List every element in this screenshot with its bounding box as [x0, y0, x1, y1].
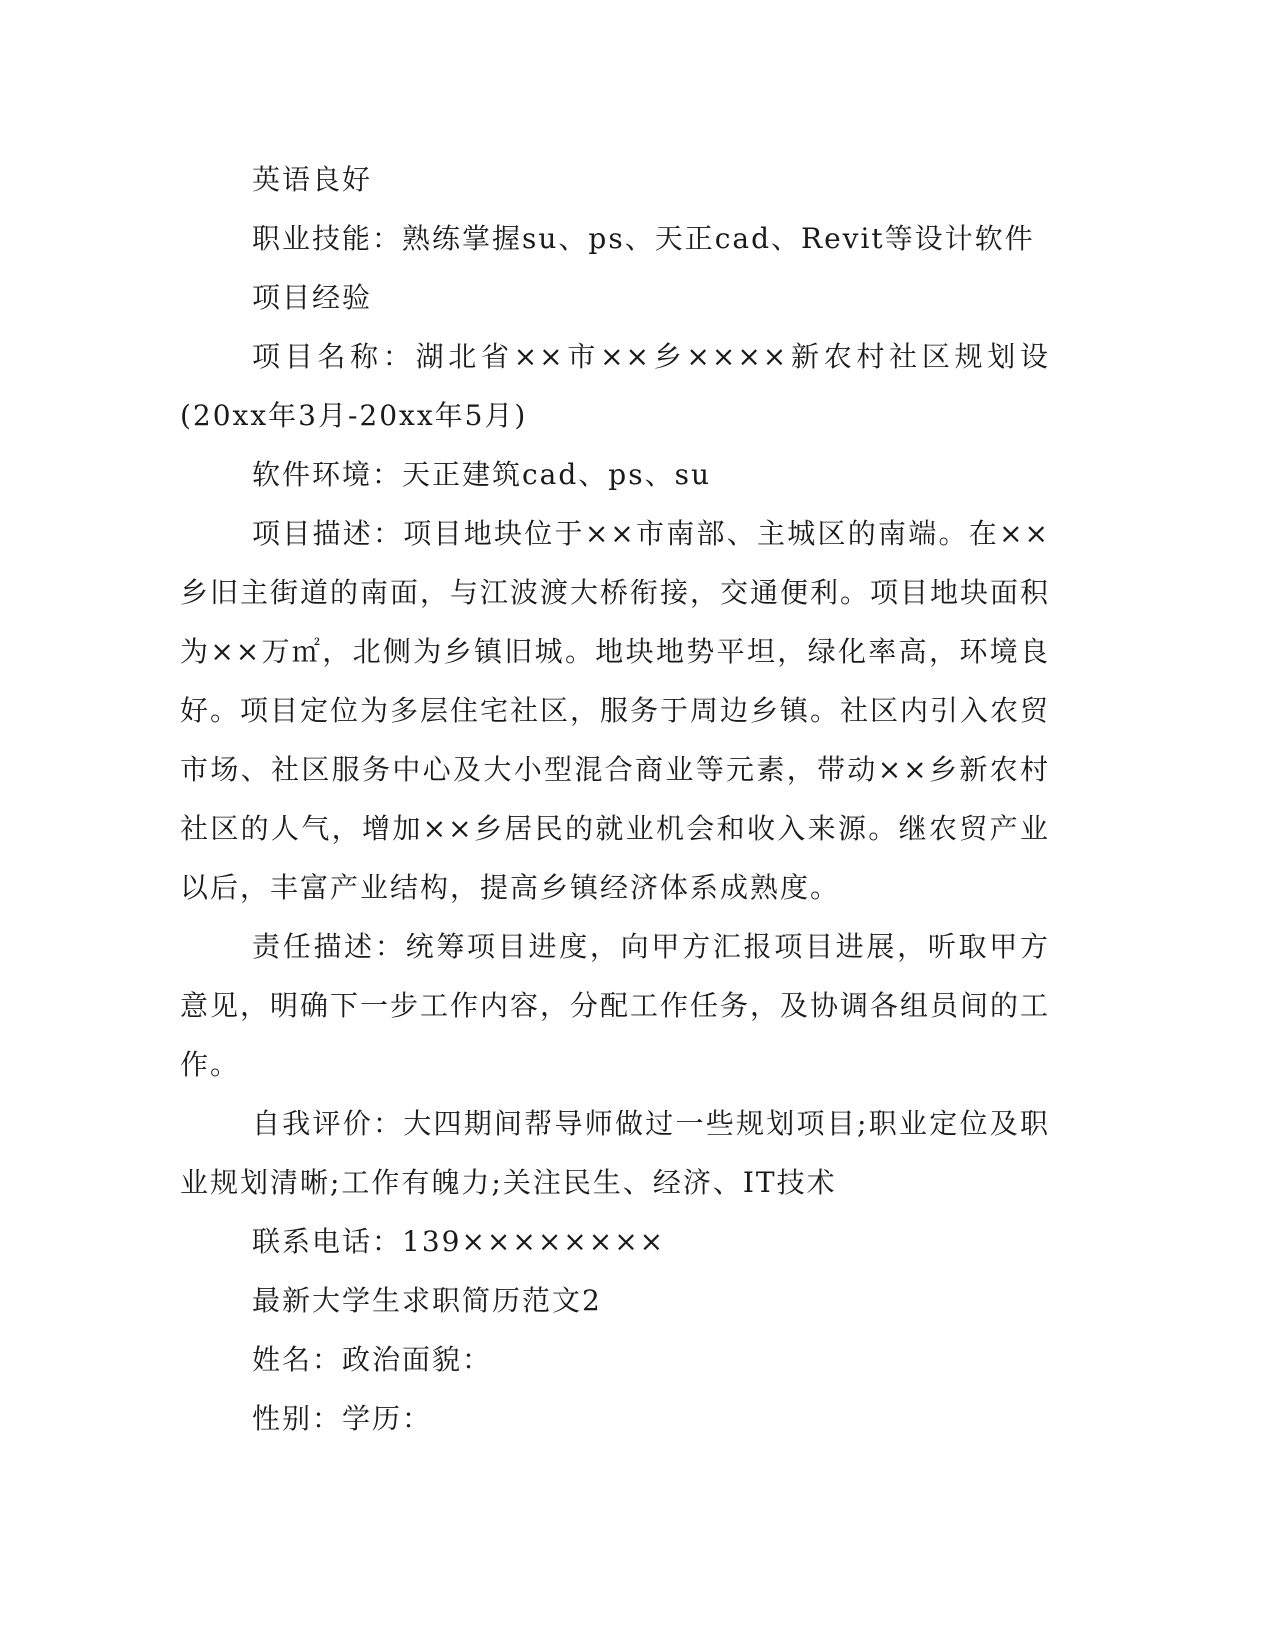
paragraph-project-experience-heading: 项目经验: [252, 281, 373, 314]
paragraph-self-evaluation: 自我评价：大四期间帮导师做过一些规划项目;职业定位及职业规划清晰;工作有魄力;关注民生、经济、IT技术: [180, 1107, 1050, 1199]
paragraph-english-level: 英语良好: [252, 163, 373, 196]
paragraph-project-description: 项目描述：项目地块位于××市南部、主城区的南端。在××乡旧主街道的南面，与江波渡大桥衔接，交通便利。项目地块面积为××万㎡，北侧为乡镇旧城。地块地势平坦，绿化率高，环境良好。项目定位为多层住宅社区，服务于周边乡镇。社区内引入农贸市场、社区服务中心及大小型混合商业等元素，带动××乡新农村社区的人气，增加××乡居民的就业机会和收入来源。继农贸产业以后，丰富产业结构，提高乡镇经济体系成熟度。: [180, 517, 1051, 904]
paragraph-skills: 职业技能：熟练掌握su、ps、天正cad、Revit等设计软件: [252, 222, 1035, 255]
paragraph-name-politics: 姓名：政治面貌：: [252, 1343, 493, 1376]
paragraph-gender-education: 性别：学历：: [252, 1402, 433, 1435]
paragraph-software-environment: 软件环境：天正建筑cad、ps、su: [252, 458, 711, 491]
document-body: [180, 150, 1050, 1448]
paragraph-resume-title: 最新大学生求职简历范文2: [252, 1284, 602, 1317]
paragraph-phone: 联系电话：139××××××××: [252, 1225, 666, 1258]
paragraph-project-name: 项目名称：湖北省××市××乡××××新农村社区规划设(20xx年3月-20xx年5月): [180, 340, 1050, 432]
paragraph-responsibility: 责任描述：统筹项目进度，向甲方汇报项目进展，听取甲方意见，明确下一步工作内容，分配工作任务，及协调各组员间的工作。: [180, 930, 1051, 1081]
